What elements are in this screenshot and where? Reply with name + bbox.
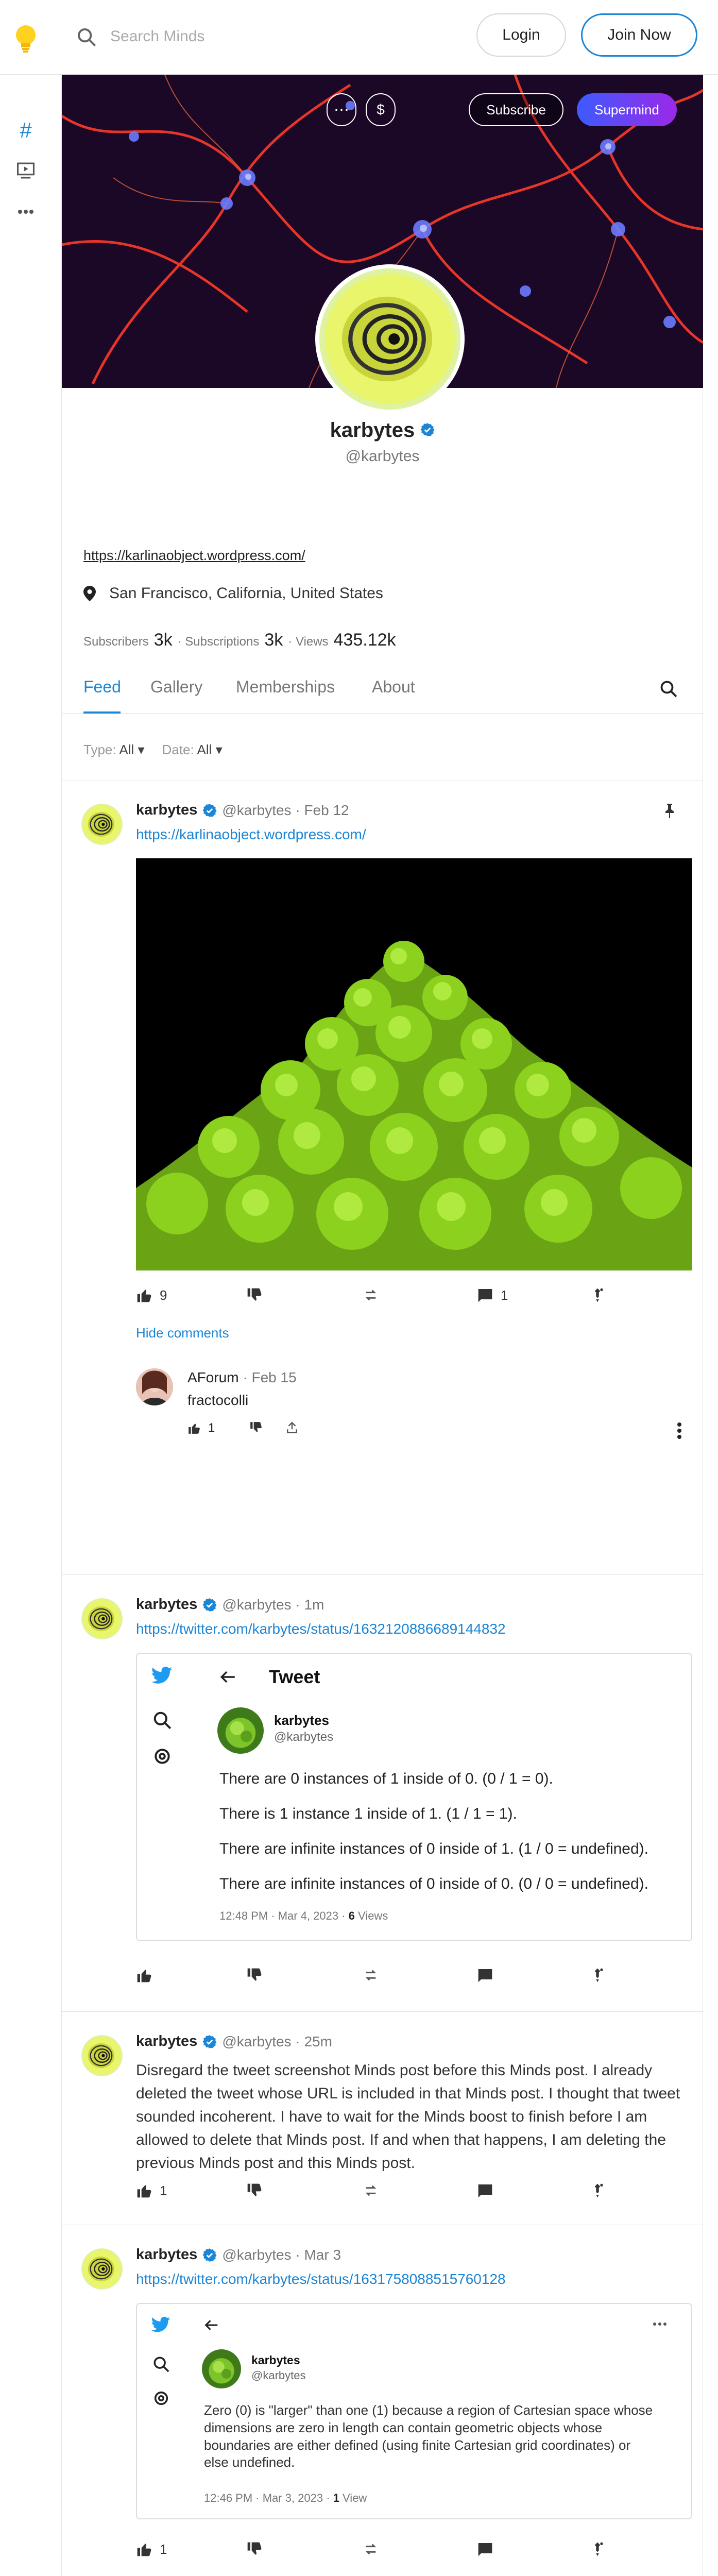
tweet-avatar bbox=[217, 1707, 264, 1754]
boost-button[interactable] bbox=[589, 2182, 606, 2199]
subscribers-label: Subscribers bbox=[83, 635, 149, 649]
minds-logo-icon[interactable] bbox=[11, 24, 40, 55]
type-filter-value: All bbox=[119, 742, 134, 757]
search-icon[interactable] bbox=[76, 27, 97, 47]
post-header bbox=[136, 2246, 341, 2263]
comment-avatar[interactable] bbox=[136, 1368, 173, 1405]
comment-upvote-count: 1 bbox=[208, 1421, 215, 1435]
upvote-button[interactable] bbox=[136, 1287, 167, 1303]
location-pin-icon bbox=[83, 586, 96, 601]
tweet-timestamp: 12:48 PM · Mar 4, 2023 · bbox=[219, 1909, 349, 1922]
back-arrow-icon bbox=[219, 1668, 237, 1686]
downvote-button[interactable] bbox=[246, 1967, 263, 1984]
tweet-text: Zero (0) is "larger" than one (1) because a region of Cartesian space whose dimensions are zero in length can contain geometric objects whose boundaries are either defined (using finite Cartesian grid coordinates) or else undefined. bbox=[204, 2402, 653, 2470]
post-author[interactable]: karbytes bbox=[136, 802, 198, 818]
verified-icon bbox=[202, 2035, 217, 2049]
channel-tabs bbox=[62, 667, 703, 714]
views-count: 435.12k bbox=[333, 630, 396, 650]
active-tab-indicator bbox=[83, 711, 121, 714]
tweet-handle: @karbytes bbox=[274, 1730, 334, 1744]
channel-name-text: karbytes bbox=[330, 419, 415, 442]
post-author[interactable]: karbytes bbox=[136, 2246, 198, 2263]
type-filter[interactable] bbox=[83, 742, 145, 758]
more-options-button[interactable]: ⋯ bbox=[327, 93, 356, 126]
search-icon bbox=[152, 1710, 172, 1730]
post-link[interactable]: https://karlinaobject.wordpress.com/ bbox=[136, 826, 366, 842]
tweet-line: There are infinite instances of 0 inside of 0. (0 / 0 = undefined). bbox=[219, 1875, 648, 1892]
upvote-button[interactable] bbox=[136, 1967, 152, 1984]
post-header bbox=[136, 802, 349, 819]
verified-icon bbox=[202, 2248, 217, 2262]
login-button[interactable]: Login bbox=[476, 13, 566, 57]
gear-icon bbox=[152, 2389, 170, 2407]
tweet-line: There are infinite instances of 0 inside of 1. (1 / 0 = undefined). bbox=[219, 1840, 648, 1857]
post-actions bbox=[136, 2541, 682, 2572]
tweet-views-count: 1 bbox=[333, 2492, 339, 2504]
remind-button[interactable] bbox=[363, 1287, 379, 1303]
post-handle-time: @karbytes · 1m bbox=[222, 1596, 324, 1613]
upvote-count: 9 bbox=[160, 1287, 167, 1303]
tip-dollar-button[interactable]: $ bbox=[366, 93, 396, 126]
date-filter-label: Date: bbox=[162, 742, 194, 757]
post-avatar[interactable] bbox=[81, 1598, 123, 1639]
comment-button[interactable] bbox=[477, 1287, 508, 1303]
post-actions bbox=[136, 1967, 682, 1998]
channel-name bbox=[62, 419, 703, 442]
channel-avatar bbox=[315, 264, 465, 414]
post-author[interactable]: karbytes bbox=[136, 2033, 198, 2049]
date-filter-value: All bbox=[197, 742, 212, 757]
tweet-screenshot[interactable] bbox=[136, 1653, 692, 1941]
pin-icon bbox=[664, 804, 675, 821]
twitter-bird-icon bbox=[150, 1664, 173, 1687]
post-handle-time: @karbytes · 25m bbox=[222, 2033, 332, 2049]
post-link[interactable]: https://twitter.com/karbytes/status/1632120886689144832 bbox=[136, 1621, 506, 1637]
upvote-button[interactable] bbox=[136, 2182, 167, 2199]
channel-stats bbox=[83, 630, 396, 650]
verified-icon bbox=[202, 803, 217, 818]
post-header bbox=[136, 1596, 324, 1613]
tweet-author: karbytes bbox=[274, 1713, 329, 1728]
comment-header bbox=[187, 1369, 297, 1386]
post-author[interactable]: karbytes bbox=[136, 1596, 198, 1613]
tweet-avatar bbox=[202, 2349, 241, 2388]
subscriptions-count[interactable]: 3k bbox=[264, 630, 283, 650]
boost-button[interactable] bbox=[589, 1287, 606, 1303]
tab-gallery[interactable]: Gallery bbox=[150, 677, 203, 696]
post-text: Disregard the tweet screenshot Minds post before this Minds post. I already deleted the tweet whose URL is included in that Minds post. I thought that tweet sounded incoherent. I have to wait for the Minds boost to finish before I am allowed to delete that Minds post. If and when that happens, I am deleting the previous Minds post and this Minds post. bbox=[136, 2062, 680, 2172]
tweet-line: There is 1 instance 1 inside of 1. (1 / 1 = 1). bbox=[219, 1805, 517, 1822]
comment-button[interactable] bbox=[477, 1967, 493, 1984]
feed-post bbox=[62, 2226, 703, 2576]
post-actions bbox=[136, 1287, 682, 1318]
verified-icon bbox=[420, 422, 435, 437]
search-icon bbox=[152, 2355, 170, 2373]
remind-button[interactable] bbox=[363, 2541, 379, 2557]
more-icon bbox=[652, 2321, 668, 2327]
tweet-line: There are 0 instances of 1 inside of 0. (0 / 1 = 0). bbox=[219, 1770, 553, 1787]
boost-button[interactable] bbox=[589, 1967, 606, 1984]
sidebar bbox=[0, 75, 62, 2576]
post-header bbox=[136, 2033, 332, 2050]
upvote-count: 1 bbox=[160, 2541, 167, 2557]
comment-text: fractocolli bbox=[187, 1392, 249, 1408]
comment-button[interactable] bbox=[477, 2182, 493, 2199]
tweet-views-label: Views bbox=[354, 1909, 388, 1922]
back-arrow-icon bbox=[204, 2317, 219, 2333]
twitter-bird-icon bbox=[150, 2314, 171, 2335]
tab-about[interactable]: About bbox=[372, 677, 415, 696]
type-filter-label: Type: bbox=[83, 742, 116, 757]
downvote-button[interactable] bbox=[246, 1287, 263, 1303]
join-now-button[interactable]: Join Now bbox=[581, 13, 697, 57]
search-input[interactable] bbox=[110, 25, 368, 48]
comment bbox=[136, 1368, 692, 1471]
post-avatar[interactable] bbox=[81, 804, 123, 845]
comment-more-icon[interactable] bbox=[677, 1422, 682, 1442]
top-bar bbox=[0, 0, 718, 75]
subscribers-count[interactable]: 3k bbox=[153, 630, 173, 650]
chevron-down-icon: ▾ bbox=[138, 742, 145, 757]
date-filter[interactable] bbox=[162, 742, 223, 758]
hide-comments-link[interactable]: Hide comments bbox=[136, 1325, 229, 1341]
tweet-meta bbox=[204, 2492, 367, 2505]
feed-post bbox=[62, 2012, 703, 2225]
location-text: San Francisco, California, United States bbox=[109, 585, 383, 602]
downvote-button[interactable] bbox=[246, 2541, 263, 2557]
channel-main bbox=[62, 75, 703, 2576]
feed-filters bbox=[83, 742, 223, 758]
more-icon[interactable] bbox=[12, 198, 39, 225]
tweet-screenshot[interactable] bbox=[136, 2303, 692, 2519]
verified-icon bbox=[202, 1598, 217, 1612]
tweet-sidebar bbox=[137, 2304, 183, 2518]
tv-icon[interactable] bbox=[12, 157, 39, 184]
tweet-author: karbytes bbox=[251, 2353, 300, 2367]
post-handle-time: @karbytes · Mar 3 bbox=[222, 2246, 341, 2263]
upvote-button[interactable] bbox=[136, 2541, 167, 2557]
channel-handle: @karbytes bbox=[345, 448, 420, 465]
supermind-button[interactable]: Supermind bbox=[577, 93, 677, 126]
tab-memberships[interactable]: Memberships bbox=[236, 677, 335, 696]
downvote-button[interactable] bbox=[246, 2182, 263, 2199]
subscribe-button[interactable]: Subscribe bbox=[469, 93, 563, 126]
post-avatar[interactable] bbox=[81, 2035, 123, 2076]
hashtag-icon[interactable]: # bbox=[20, 118, 32, 142]
comment-button[interactable] bbox=[477, 2541, 493, 2557]
channel-location bbox=[83, 585, 383, 602]
comment-author[interactable]: AForum bbox=[187, 1369, 239, 1385]
search-icon[interactable] bbox=[659, 680, 678, 701]
chevron-down-icon: ▾ bbox=[215, 742, 223, 757]
upvote-count: 1 bbox=[160, 2182, 167, 2198]
post-handle-time: @karbytes · Feb 12 bbox=[222, 802, 349, 818]
tweet-views-count: 6 bbox=[348, 1909, 355, 1922]
tweet-title: Tweet bbox=[269, 1666, 320, 1687]
tweet-timestamp: 12:46 PM · Mar 3, 2023 · bbox=[204, 2492, 333, 2504]
subscriptions-label: · Subscriptions bbox=[177, 635, 260, 649]
channel-url-link[interactable]: https://karlinaobject.wordpress.com/ bbox=[83, 548, 305, 563]
tweet-views-label: View bbox=[339, 2492, 367, 2504]
post-avatar[interactable] bbox=[81, 2248, 123, 2290]
tweet-meta bbox=[219, 1909, 388, 1923]
comment-downvote-button[interactable] bbox=[249, 1421, 263, 1437]
views-label: · Views bbox=[288, 635, 329, 649]
feed-post bbox=[62, 1575, 703, 2012]
comment-upvote-button[interactable] bbox=[187, 1421, 215, 1435]
post-link[interactable]: https://twitter.com/karbytes/status/1631758088515760128 bbox=[136, 2271, 506, 2287]
remind-button[interactable] bbox=[363, 2182, 379, 2199]
tweet-sidebar bbox=[137, 1654, 183, 1940]
post-image[interactable] bbox=[136, 858, 692, 1270]
gear-icon bbox=[152, 1747, 172, 1766]
remind-button[interactable] bbox=[363, 1967, 379, 1984]
tab-feed[interactable]: Feed bbox=[83, 677, 121, 696]
comment-time: · Feb 15 bbox=[243, 1369, 297, 1385]
tweet-handle: @karbytes bbox=[251, 2369, 306, 2382]
comment-reply-icon[interactable] bbox=[285, 1421, 299, 1437]
post-actions bbox=[136, 2182, 682, 2213]
feed-post bbox=[62, 781, 703, 1575]
boost-button[interactable] bbox=[589, 2541, 606, 2557]
comment-count: 1 bbox=[501, 1287, 508, 1303]
